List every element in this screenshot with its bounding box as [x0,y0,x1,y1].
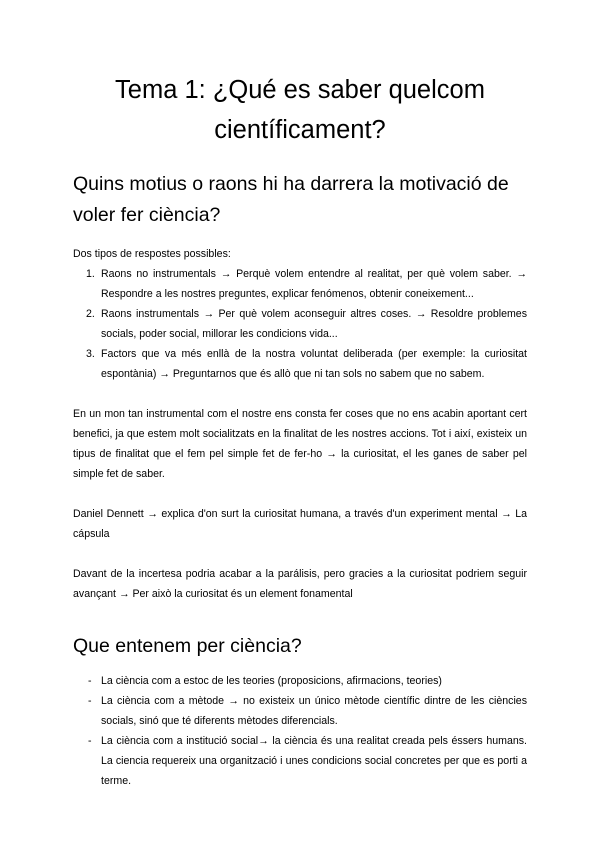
list-item [86,304,527,344]
paragraph-uncertainty: Davant de la incertesa podria acabar a la parálisis, pero gracies a la curiositat podriem seguir avançant → Per això la curiositat és un element fonamental [73,568,527,600]
list-item-text: Raons no instrumentals → Perquè volem entendre al realitat, per què volem saber. → Respondre a les nostres preguntes, explicar fenómenos, obtenir coneixement... [101,268,527,300]
document-page [73,0,527,791]
list-marker: - [88,695,92,707]
list-item-text: Raons instrumentals → Per què volem aconseguir altres coses. → Resoldre problemes socials, poder social, millorar les condicions vida... [101,308,527,340]
bullet-list [73,671,527,791]
list-marker: 1. [86,268,95,280]
list-item [88,731,527,791]
list-item-text: La ciència com a institució social→ la ciència és una realitat creada pels éssers humans. La ciencia requereix una organització i unes condicions social concretes per que es porti a terme. [101,735,527,787]
numbered-list [73,264,527,384]
list-item [86,264,527,304]
list-item [88,691,527,731]
list-marker: 3. [86,348,95,360]
list-marker: - [88,735,92,747]
list-item-text: Factors que va més enllà de la nostra voluntat deliberada (per exemple: la curiositat espontània) → Preguntarnos que és allò que ni tan sols no sabem que no sabem. [101,348,527,380]
list-item-text: La ciència com a estoc de les teories (proposicions, afirmacions, teories) [101,675,442,687]
document-title: Tema 1: ¿Qué es saber quelcom científicament? [115,76,485,144]
section-heading-science: Que entenem per ciència? [73,635,302,657]
paragraph-dennett: Daniel Dennett → explica d'on surt la curiositat humana, a través d'un experiment mental → La cápsula [73,508,527,540]
list-item-text: La ciència com a mètode → no existeix un único mètode científic dintre de les ciències socials, sinó que té diferents mètodes diferencials. [101,695,527,727]
list-marker: - [88,675,92,687]
list-item [88,671,527,691]
section-heading-motivation: Quins motius o raons hi ha darrera la motivació de voler fer ciència? [73,173,509,226]
paragraph-instrumental-world: En un mon tan instrumental com el nostre ens consta fer coses que no ens acabin aportant cert benefici, ja que estem molt socialitzats en la finalitat de les nostres accions. Tot i així, existeix un tipus de finalitat que el fem pel simple fet de fer-ho → la curiositat, el les ganes de saber pel simple fet de saber. [73,408,527,480]
list-marker: 2. [86,308,95,320]
list-item [86,344,527,384]
intro-text: Dos tipos de respostes possibles: [73,248,231,260]
